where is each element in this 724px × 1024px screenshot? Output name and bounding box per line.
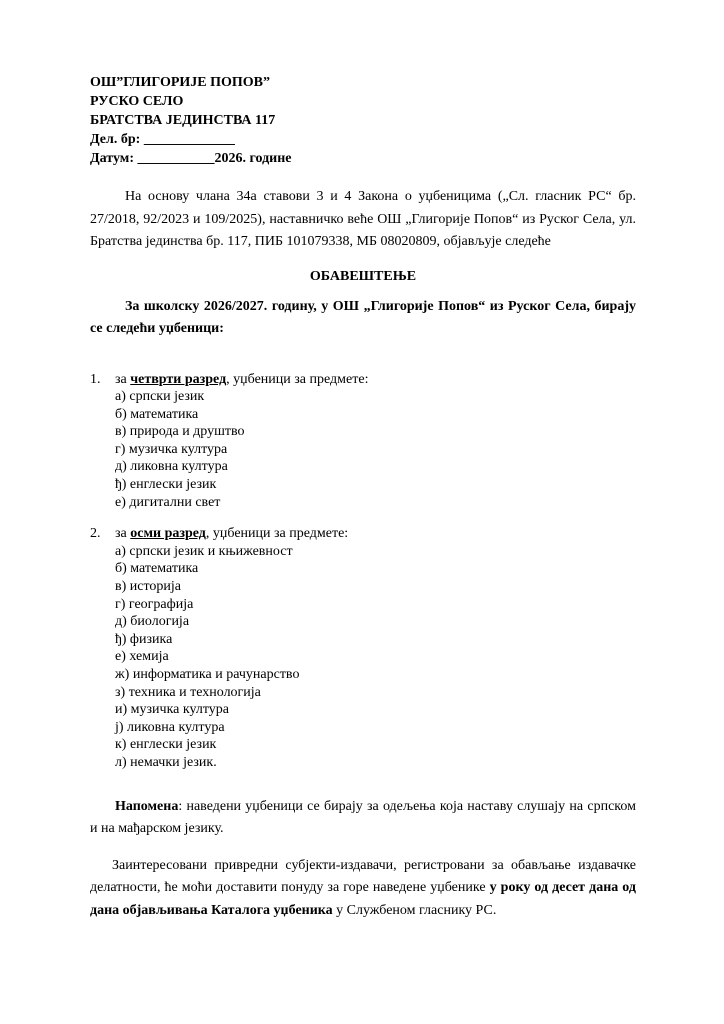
- list-intro: за осми разред, уџбеници за предмете:: [115, 526, 349, 542]
- note-label: Напомена: [115, 798, 179, 814]
- list-item: ж) информатика и рачунарство: [115, 667, 300, 682]
- list-intro: за четврти разред, уџбеници за предмете:: [115, 371, 369, 387]
- list-item: к) енглески језик: [115, 737, 217, 753]
- list-item: д) ликовна култура: [115, 459, 228, 475]
- list-item: в) историја: [115, 579, 182, 595]
- school-address: БРАТСТВА ЈЕДИНСТВА 117: [90, 113, 276, 128]
- deadline-emphasis: у року од десет дана од дана објављивања Каталога уџбеника: [90, 880, 636, 918]
- grade-emphasis: четврти разред: [130, 371, 227, 387]
- reference-number-line: Дел. бр: _____________: [90, 132, 235, 147]
- school-name: ОШ”ГЛИГОРИЈЕ ПОПОВ”: [90, 75, 271, 90]
- list-item: е) хемија: [115, 649, 169, 665]
- list-number: 1.: [90, 371, 101, 387]
- note-paragraph: Напомена: наведени уџбеници се бирају за одељења која наставу слушају на српском и на мађарском језику.: [90, 798, 636, 837]
- letterhead: [90, 73, 636, 168]
- list-number: 2.: [90, 526, 101, 542]
- date-line: Датум: ___________2026. године: [90, 151, 292, 166]
- list-item: ђ) физика: [115, 631, 173, 647]
- closing-paragraph: Заинтересовани привредни субјекти-издавачи, регистровани за обављање издавачке делатности, ће моћи доставити понуду за горе наведене уџбенике у року од десет дана од дана објављивања Каталога уџбеника у Службеном гласнику РС.: [90, 857, 636, 918]
- list-fourth-grade: [90, 371, 636, 512]
- school-place: РУСКО СЕЛО: [90, 94, 184, 109]
- list-item: а) српски језик и књижевност: [115, 543, 293, 559]
- list-item: г) географија: [115, 596, 194, 612]
- list-item: а) српски језик: [115, 389, 205, 405]
- intro-paragraph: На основу члана 34а ставови 3 и 4 Закона о уџбеницима („Сл. гласник РС“ бр. 27/2018, 92/2023 и 109/2025), наставничко веће ОШ „Глигорије Попов“ из Руског Села, ул. Братства јединства бр. 117, ПИБ 101079338, МБ 08020809, објављује следеће: [90, 189, 636, 249]
- list-item: г) музичка култура: [115, 441, 228, 457]
- list-item: в) природа и друштво: [115, 424, 245, 440]
- list-item: ј) ликовна култура: [115, 719, 225, 735]
- list-item: з) техника и технологија: [115, 684, 261, 700]
- document-title: ОБАВЕШТЕЊЕ: [309, 268, 417, 284]
- list-item: б) математика: [115, 561, 199, 577]
- list-item: б) математика: [115, 406, 199, 422]
- list-item: ђ) енглески језик: [115, 477, 217, 493]
- list-item: е) дигитални свет: [115, 494, 221, 510]
- list-item: д) биологија: [115, 614, 190, 630]
- grade-emphasis: осми разред: [130, 526, 206, 542]
- list-eighth-grade: [90, 525, 636, 771]
- list-item: л) немачки језик.: [115, 754, 217, 770]
- textbook-lists: [90, 371, 636, 772]
- lead-paragraph: За школску 2026/2027. годину, у ОШ „Глигорије Попов“ из Руског Села, бирају се следећи уџбеници:: [90, 298, 636, 336]
- list-item: и) музичка култура: [115, 702, 230, 718]
